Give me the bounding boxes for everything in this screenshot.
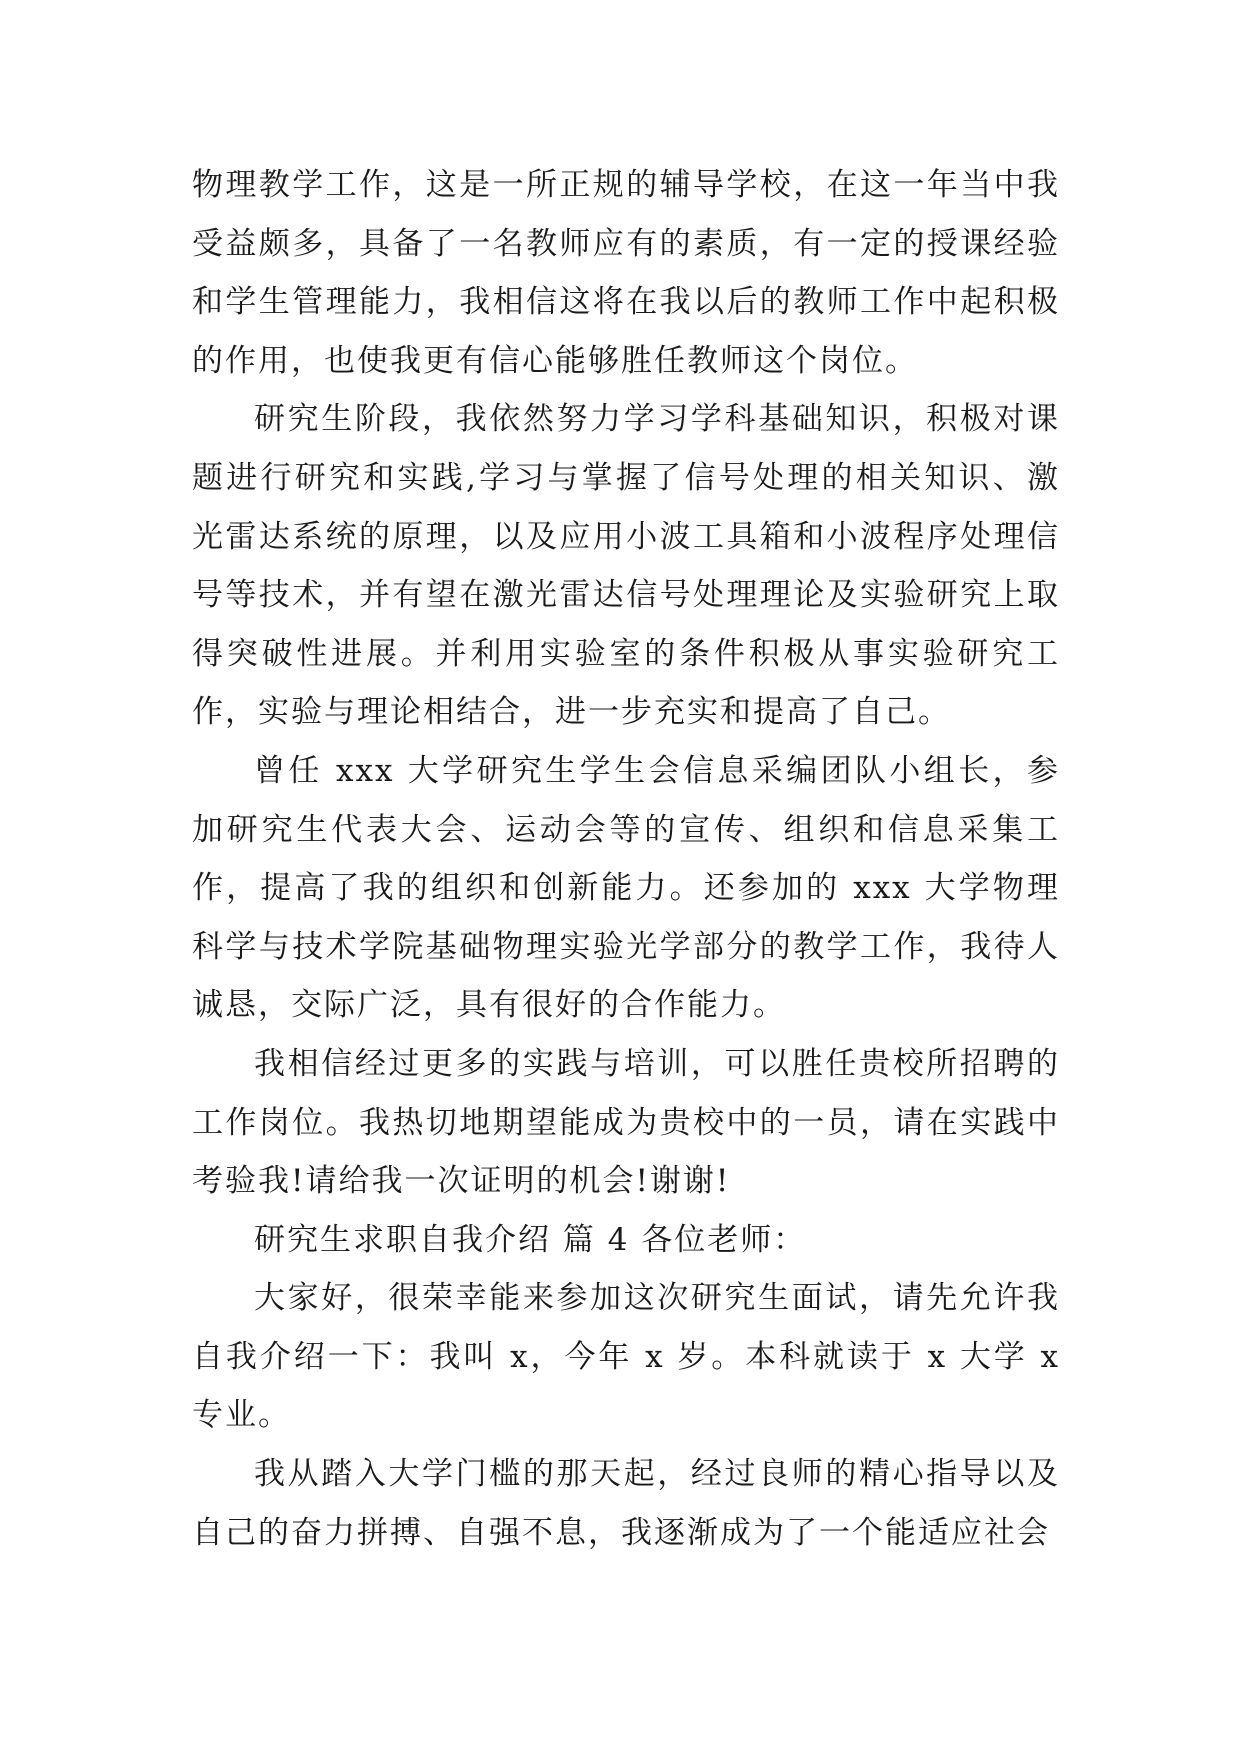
paragraph-greeting: 大家好，很荣幸能来参加这次研究生面试，请先允许我自我介绍一下：我叫 x，今年 x 岁。本科就读于 x 大学 x 专业。 xyxy=(192,1280,1060,1434)
paragraph-university: 我从踏入大学门槛的那天起，经过良师的精心指导以及自己的奋力拼搏、自强不息，我逐渐成为了一个能适应社会 xyxy=(192,1456,1060,1551)
paragraph-continuation: 物理教学工作，这是一所正规的辅导学校，在这一年当中我受益颇多，具备了一名教师应有的素质，有一定的授课经验和学生管理能力，我相信这将在我以后的教师工作中起积极的作用，也使我更有信心能够胜任教师这个岗位。 xyxy=(192,167,1060,379)
paragraph-graduate-study: 研究生阶段，我依然努力学习学科基础知识，积极对课题进行研究和实践,学习与掌握了信号处理的相关知识、激光雷达系统的原理，以及应用小波工具箱和小波程序处理信号等技术，并有望在激光雷达信号处理理论及实验研究上取得突破性进展。并利用实验室的条件积极从事实验研究工作，实验与理论相结合，进一步充实和提高了自己。 xyxy=(192,401,1060,731)
paragraph-closing: 我相信经过更多的实践与培训，可以胜任贵校所招聘的工作岗位。我热切地期望能成为贵校中的一员，请在实践中考验我!请给我一次证明的机会!谢谢! xyxy=(192,1045,1060,1200)
document-body xyxy=(192,156,1060,1562)
paragraph-student-union: 曾任 xxx 大学研究生学生会信息采编团队小组长，参加研究生代表大会、运动会等的宣传、组织和信息采集工作，提高了我的组织和创新能力。还参加的 xxx 大学物理科学与技术学院基础物理实验光学部分的教学工作，我待人诚恳，交际广泛，具有很好的合作能力。 xyxy=(192,752,1060,1024)
section-heading-part-4: 研究生求职自我介绍 篇 4 各位老师： xyxy=(254,1221,807,1258)
